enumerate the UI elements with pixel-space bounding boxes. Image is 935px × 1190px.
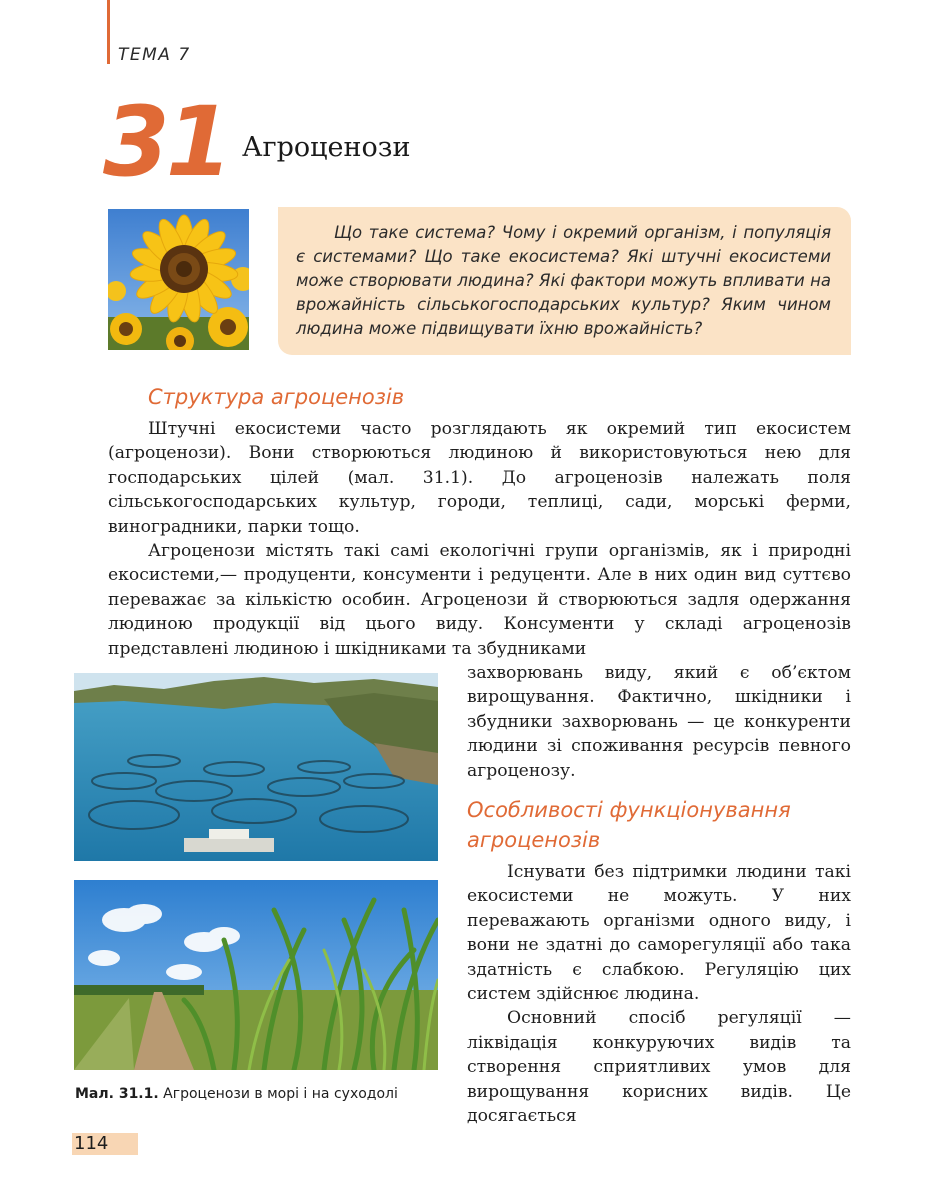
sea-fish-farm-photo <box>74 673 438 861</box>
cornfield-photo <box>74 880 438 1070</box>
topic-label: ТЕМА 7 <box>118 45 191 65</box>
section-heading-structure: Структура агроценозів <box>148 385 405 409</box>
caption-label: Мал. 31.1. <box>75 1086 159 1102</box>
section-structure-text-narrow <box>467 661 851 783</box>
section-structure-text-full <box>108 417 851 661</box>
paragraph-text: Штучні екосистеми часто розглядають як окремий тип екосистем (агроценози). Вони створюються людиною й використовуються нею для господарських цілей (мал. 31.1). До агроценозів належать поля сільськогосподарських культур, городи, теплиці, сади, морські ферми, виноградники, парки тощо. <box>108 419 851 537</box>
paragraph-text: захворювань виду, який є об’єктом вирощування. Фактично, шкідники і збудники захворювань — це конкуренти людини зі споживання ресурсів певного агроценозу. <box>467 663 851 781</box>
section-heading-line: агроценозів <box>467 828 601 852</box>
paragraph-text: Існувати без підтримки людини такі екосистеми не можуть. У них переважають організми одного виду, і вони не здатні до саморегуляції або така здатність є слабкою. Регуляцію цих систем здійснює людина. <box>467 862 851 1005</box>
caption-text: Агроценози в морі і на суходолі <box>163 1086 398 1102</box>
figure-caption <box>75 1086 398 1102</box>
paragraph-text: Основний спосіб регуляції — ліквідація конкуруючих видів та створення сприятливих умов для вирощування корисних видів. Це досягається <box>467 1008 851 1127</box>
page-number: 114 <box>72 1133 138 1155</box>
paragraph-title: Агроценози <box>242 132 411 163</box>
topic-accent-bar <box>107 0 110 64</box>
section-features-text <box>467 860 851 1128</box>
section-heading-features <box>467 795 791 855</box>
intro-questions-box <box>278 207 851 355</box>
paragraph-text: Агроценози містять такі самі екологічні групи організмів, як і природні екосистеми,— продуценти, консументи і редуценти. Але в них один вид суттєво переважає за кількістю особин. Агроценози й створюються задля одержання людиною продукції від цього виду. Консументи у складі агроценозів представлені людиною і шкідниками та збудниками <box>108 541 851 659</box>
sunflower-photo <box>108 209 249 350</box>
section-heading-line: Особливості функціонування <box>467 798 791 822</box>
paragraph-number: 31 <box>103 86 229 198</box>
intro-questions-text: Що таке система? Чому і окремий організм, і популяція є системами? Що таке екосистема? Які штучні екосистеми може створювати людина? Які фактори можуть впливати на врожайність сільськогосподарських культур? Яким чином людина може підвищувати їхню врожайність? <box>296 223 831 338</box>
